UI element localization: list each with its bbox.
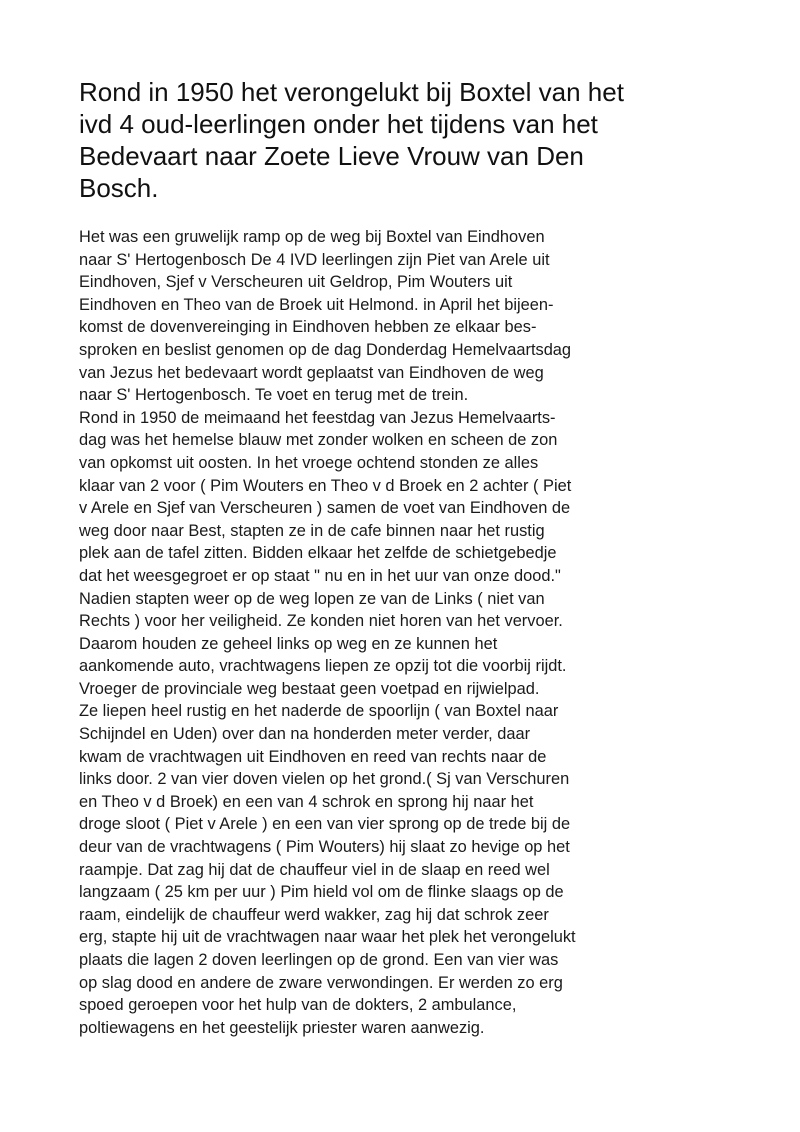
body-line: naar S' Hertogenbosch De 4 IVD leerlingen zijn Piet van Arele uit <box>79 250 550 269</box>
title-line: Rond in 1950 het verongelukt bij Boxtel van het <box>79 77 624 107</box>
body-line: dat het weesgegroet er op staat " nu en in het uur van onze dood." <box>79 566 561 585</box>
title-line: Bosch. <box>79 173 159 203</box>
body-line: aankomende auto, vrachtwagens liepen ze opzij tot die voorbij rijdt. <box>79 657 567 676</box>
body-line: sproken en beslist genomen op de dag Donderdag Hemelvaartsdag <box>79 340 572 359</box>
body-line: langzaam ( 25 km per uur ) Pim hield vol om de flinke slaags op de <box>79 883 564 902</box>
body-line: Rond in 1950 de meimaand het feestdag van Jezus Hemelvaarts- <box>79 408 556 427</box>
body-line: plaats die lagen 2 doven leerlingen op de grond. Een van vier was <box>79 951 559 969</box>
body-line: spoed geroepen voor het hulp van de dokters, 2 ambulance, <box>79 996 517 1015</box>
body-line: Nadien stapten weer op de weg lopen ze van de Links ( niet van <box>79 589 545 608</box>
body-line: Rechts ) voor her veiligheid. Ze konden niet horen van het vervoer. <box>79 612 563 631</box>
body-line: poltiewagens en het geestelijk priester waren aanwezig. <box>79 1018 485 1037</box>
title-line: Bedevaart naar Zoete Lieve Vrouw van Den <box>79 141 584 171</box>
title-line: ivd 4 oud-leerlingen onder het tijdens van het <box>79 109 598 139</box>
body-line: Het was een gruwelijk ramp op de weg bij Boxtel van Eindhoven <box>79 228 545 246</box>
body-line: Vroeger de provinciale weg bestaat geen voetpad en rijwielpad. <box>79 679 540 698</box>
body-line: van opkomst uit oosten. In het vroege ochtend stonden ze alles <box>79 453 539 472</box>
body-line: kwam de vrachtwagen uit Eindhoven en reed van rechts naar de <box>79 747 547 766</box>
body-line: Eindhoven, Sjef v Verscheuren uit Geldrop, Pim Wouters uit <box>79 273 513 292</box>
document-title <box>79 76 719 204</box>
body-line: weg door naar Best, stapten ze in de cafe binnen naar het rustig <box>79 521 545 540</box>
body-line: links door. 2 van vier doven vielen op het grond.( Sj van Verschuren <box>79 770 570 789</box>
body-line: naar S' Hertogenbosch. Te voet en terug met de trein. <box>79 386 469 405</box>
body-line: Schijndel en Uden) over dan na honderden meter verder, daar <box>79 725 531 744</box>
body-line: op slag dood en andere de zware verwondingen. Er werden zo erg <box>79 973 563 992</box>
body-line: en Theo v d Broek) en een van 4 schrok en sprong hij naar het <box>79 792 534 811</box>
body-line: Daarom houden ze geheel links op weg en ze kunnen het <box>79 634 498 653</box>
body-line: raampje. Dat zag hij dat de chauffeur viel in de slaap en reed wel <box>79 860 550 879</box>
body-line: Ze liepen heel rustig en het naderde de spoorlijn ( van Boxtel naar <box>79 702 559 721</box>
body-line: raam, eindelijk de chauffeur werd wakker, zag hij dat schrok zeer <box>79 905 549 924</box>
body-line: erg, stapte hij uit de vrachtwagen naar waar het plek het verongelukt <box>79 928 576 947</box>
body-line: v Arele en Sjef van Verscheuren ) samen de voet van Eindhoven de <box>79 499 571 518</box>
body-line: droge sloot ( Piet v Arele ) en een van vier sprong op de trede bij de <box>79 815 571 834</box>
body-line: komst de dovenvereinging in Eindhoven hebben ze elkaar bes- <box>79 318 537 337</box>
body-line: deur van de vrachtwagens ( Pim Wouters) hij slaat zo hevige op het <box>79 838 570 857</box>
body-line: klaar van 2 voor ( Pim Wouters en Theo v d Broek en 2 achter ( Piet <box>79 476 572 495</box>
body-line: Eindhoven en Theo van de Broek uit Helmond. in April het bijeen- <box>79 295 554 314</box>
document-body <box>79 226 739 1039</box>
body-line: van Jezus het bedevaart wordt geplaatst van Eindhoven de weg <box>79 363 544 382</box>
body-line: plek aan de tafel zitten. Bidden elkaar het zelfde de schietgebedje <box>79 544 557 563</box>
body-line: dag was het hemelse blauw met zonder wolken en scheen de zon <box>79 431 558 450</box>
